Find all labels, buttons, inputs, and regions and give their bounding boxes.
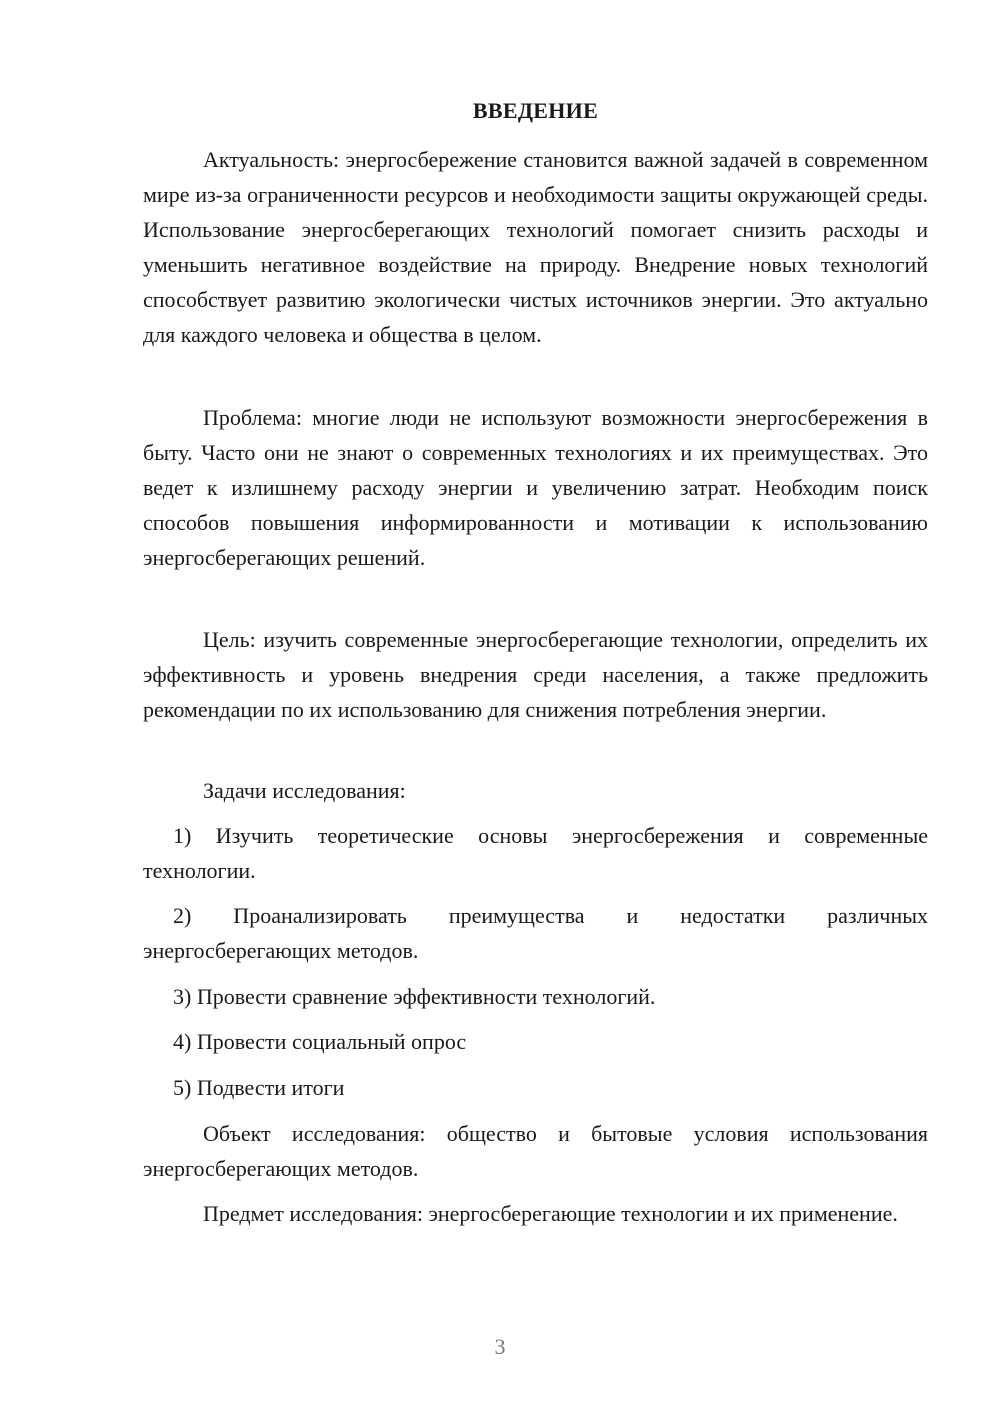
- task-item-2: 2) Проанализировать преимущества и недостатки различных энергосберегающих методов.: [143, 903, 928, 963]
- page-number: 3: [494, 1334, 506, 1359]
- paragraph-relevance: Актуальность: энергосбережение становится важной задачей в современном мире из-за ограниченности ресурсов и необходимости защиты окружающей среды. Использование энергосберегающих технологий помогает снизить расходы и уменьшить негативное воздействие на природу. Внедрение новых технологий способствует развитию экологически чистых источников энергии. Это актуально для каждого человека и общества в целом.: [143, 147, 928, 347]
- task-item-5: 5) Подвести итоги: [173, 1075, 345, 1100]
- paragraph-subject: Предмет исследования: энергосберегающие технологии и их применение.: [203, 1201, 898, 1226]
- page-title: ВВЕДЕНИЕ: [472, 98, 599, 123]
- task-item-3: 3) Провести сравнение эффективности технологий.: [173, 984, 656, 1009]
- task-item-4: 4) Провести социальный опрос: [173, 1029, 467, 1054]
- paragraph-object: Объект исследования: общество и бытовые условия использования энергосберегающих методов.: [143, 1121, 928, 1181]
- paragraph-goal: Цель: изучить современные энергосберегающие технологии, определить их эффективность и уровень внедрения среди населения, а также предложить рекомендации по их использованию для снижения потребления энергии.: [143, 627, 928, 722]
- tasks-heading: Задачи исследования:: [203, 778, 406, 803]
- paragraph-problem: Проблема: многие люди не используют возможности энергосбережения в быту. Часто они не знают о современных технологиях и их преимуществах. Это ведет к излишнему расходу энергии и увеличению затрат. Необходим поиск способов повышения информированности и мотивации к использованию энергосберегающих решений.: [143, 405, 928, 570]
- task-item-1: 1) Изучить теоретические основы энергосбережения и современные технологии.: [143, 823, 928, 883]
